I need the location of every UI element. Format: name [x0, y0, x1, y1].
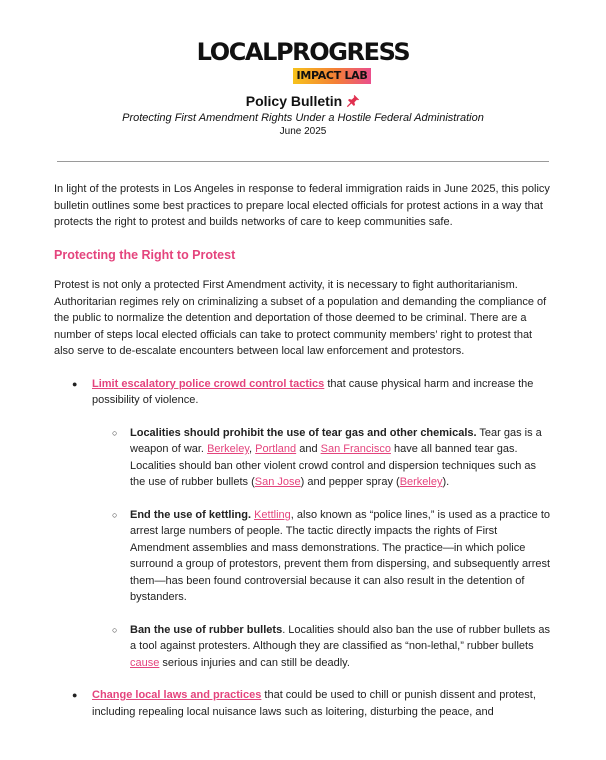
san-jose-link[interactable]: San Jose	[254, 476, 301, 488]
page-title	[0, 93, 606, 109]
text: serious injuries and can still be deadly.	[159, 656, 350, 669]
list-item-text: that could be used to chill or punish dissent and protest, including repealing local nuisance laws such as loitering, disturbing the peace, and	[92, 689, 536, 718]
section-heading: Protecting the Right to Protest	[54, 247, 236, 262]
limit-tactics-link[interactable]: Limit escalatory police crowd control tactics	[92, 377, 325, 390]
list-item	[54, 687, 551, 720]
berkeley-pepper-spray-link[interactable]: Berkeley	[399, 476, 443, 488]
sub-list-item	[92, 507, 551, 606]
sub-list	[92, 425, 551, 672]
change-laws-link[interactable]: Change local laws and practices	[92, 689, 262, 701]
sub-item-heading: Ban the use of rubber bullets	[130, 623, 283, 636]
text: and	[296, 443, 321, 455]
section-paragraph: Protest is not only a protected First Amendment activity, it is necessary to fight authoritarianism. Authoritarian regimes rely on criminalizing a subset of a population and demanding the compliance of the public to normalize the detention and deportation of those deemed to be criminal. There are a number of steps local elected officials can take to protect community members’ right to protest that also serve to de-escalate encounters between local law enforcement and protestors.	[54, 279, 547, 357]
text: ) and pepper spray (	[300, 476, 400, 488]
sub-item-heading: End the use of kettling.	[130, 508, 252, 521]
page-title-text: Policy Bulletin	[245, 93, 343, 109]
text: ).	[442, 476, 450, 488]
kettling-link[interactable]: Kettling	[254, 508, 291, 521]
list-item-text: that cause physical harm and increase the possibility of violence.	[92, 377, 534, 406]
portland-link[interactable]: Portland	[255, 443, 297, 455]
text: have all banned tear gas. Localities should ban other violent crowd control and dispersion techniques such as the use of rubber bullets (	[130, 443, 537, 488]
text: , also known as “police lines,” is used as a practice to arrest large numbers of people. The tactic directly impacts the rights of First Amendment assemblies and mass demonstrations. The practice—in which police surround a group of protestors, prevent them from dispersing, and subsequently arrest them—has been found controversial because it can also result in the detention of bystanders.	[130, 508, 551, 603]
logo-wordmark: LOCALPROGRESS	[196, 38, 410, 66]
divider	[57, 161, 549, 162]
sub-list-item	[92, 425, 551, 491]
bullet-list	[54, 376, 551, 721]
text: . Localities should also ban the use of rubber bullets as a tool against protesters. Although they are classified as “non-lethal,” rubber bullets	[130, 623, 551, 652]
page-subtitle: Protecting First Amendment Rights Under a Hostile Federal Administration	[122, 112, 484, 124]
san-francisco-link[interactable]: San Francisco	[320, 443, 391, 455]
text: ,	[249, 443, 256, 455]
cause-link[interactable]: cause	[130, 656, 160, 669]
list-item	[54, 376, 551, 672]
document-body	[54, 181, 551, 736]
sub-list-item	[92, 622, 551, 672]
berkeley-link[interactable]: Berkeley	[207, 443, 250, 455]
text: Tear gas is a weapon of war.	[130, 426, 542, 455]
publish-date: June 2025	[279, 126, 327, 137]
logo	[0, 40, 606, 84]
logo-impact-lab: IMPACT LAB	[293, 68, 372, 84]
pushpin-icon	[346, 94, 360, 108]
intro-paragraph: In light of the protests in Los Angeles in response to federal immigration raids in June 2025, this policy bulletin outlines some best practices to prepare local elected officials for protest actions in a way that protects the right to protest and builds networks of care to keep communities safe.	[54, 183, 550, 228]
sub-item-heading: Localities should prohibit the use of tear gas and other chemicals.	[130, 426, 477, 439]
